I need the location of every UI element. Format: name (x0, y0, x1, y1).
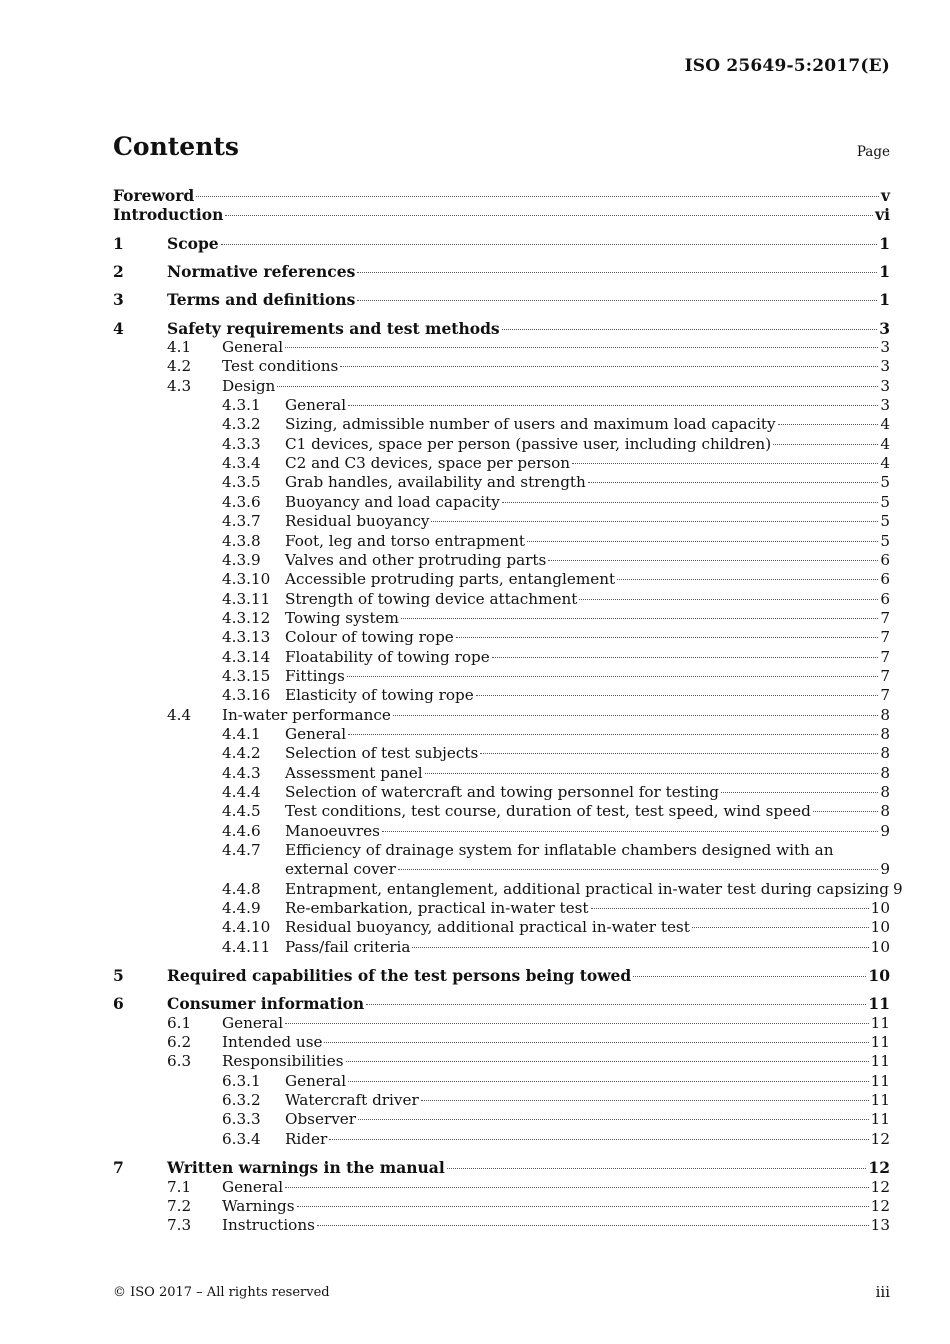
toc-entry-page: 1 (879, 290, 890, 310)
dot-leader (196, 196, 879, 197)
toc-entry[interactable] (113, 234, 890, 253)
toc-entry-number: 4.3.8 (222, 531, 261, 550)
toc-entry[interactable] (113, 377, 890, 396)
toc-entry-page: 8 (880, 763, 890, 782)
toc-entry-page: 9 (880, 860, 890, 879)
dot-leader (285, 1023, 869, 1024)
toc-entry-page: 5 (880, 531, 890, 550)
dot-leader (431, 521, 878, 522)
toc-entry-number: 4.3.10 (222, 570, 271, 589)
toc-entry[interactable] (113, 205, 890, 224)
toc-entry-title: Foot, leg and torso entrapment (285, 531, 525, 550)
toc-entry[interactable] (113, 899, 890, 918)
toc-entry-page: 8 (880, 724, 890, 743)
dot-leader (225, 215, 873, 216)
toc-entry-title: external cover (285, 860, 396, 879)
page-column-label: Page (856, 144, 890, 160)
toc-entry-number: 3 (113, 290, 124, 310)
toc-entry-title: General (285, 1071, 347, 1090)
toc-entry[interactable] (113, 319, 890, 338)
toc-entry-number: 4.3 (167, 376, 192, 395)
toc-entry-number: 7.1 (167, 1177, 192, 1196)
toc-entry-title: Safety requirements and test methods (167, 318, 500, 338)
toc-entry[interactable] (113, 764, 890, 783)
toc-entry-page: 12 (868, 1158, 890, 1178)
page-number: iii (875, 1283, 890, 1301)
toc-entry[interactable] (113, 473, 890, 492)
toc-entry[interactable] (113, 860, 890, 879)
toc-entry-title: Rider (285, 1129, 328, 1148)
toc-entry[interactable] (113, 1091, 890, 1110)
toc-entry[interactable] (113, 1033, 890, 1052)
toc-entry-title: Selection of watercraft and towing personnel for testing (285, 782, 719, 801)
dot-leader (633, 976, 866, 977)
toc-entry[interactable] (113, 667, 890, 686)
toc-entry-page: 5 (880, 512, 890, 531)
dot-leader (527, 541, 878, 542)
dot-leader (366, 1004, 866, 1005)
toc-entry-number: 4.4.3 (222, 763, 261, 782)
toc-entry[interactable] (113, 994, 890, 1013)
toc-entry-page: 1 (879, 233, 890, 253)
toc-entry-page: 3 (880, 338, 890, 357)
toc-entry-number: 4.3.5 (222, 473, 261, 492)
toc-entry-number: 4.3.7 (222, 512, 261, 531)
toc-entry[interactable] (113, 590, 890, 609)
toc-entry[interactable] (113, 357, 890, 376)
toc-entry-page: 11 (870, 1033, 890, 1052)
toc-entry-page: 7 (880, 628, 890, 647)
toc-entry-page: 12 (870, 1129, 890, 1148)
toc-entry[interactable] (113, 725, 890, 744)
dot-leader (548, 560, 878, 561)
toc-entry[interactable] (113, 841, 890, 860)
toc-entry-number: 6.3.2 (222, 1091, 261, 1110)
toc-entry-title: Design (222, 376, 276, 395)
toc-entry[interactable] (113, 648, 890, 667)
toc-entry-title: Consumer information (167, 994, 365, 1014)
toc-entry-number: 4.4.10 (222, 918, 271, 937)
toc-entry-page: 11 (870, 1013, 890, 1032)
toc-entry-title: Test conditions (222, 357, 339, 376)
toc-entry[interactable] (113, 570, 890, 589)
toc-entry-number: 4.3.15 (222, 666, 271, 685)
toc-entry[interactable] (113, 1216, 890, 1235)
dot-leader (401, 618, 878, 619)
toc-entry-number: 6.3 (167, 1052, 192, 1071)
toc-entry-title: Grab handles, availability and strength (285, 473, 586, 492)
dot-leader (358, 1119, 869, 1120)
toc-entry-page: 6 (880, 589, 890, 608)
toc-entry-title: Buoyancy and load capacity (285, 492, 500, 511)
dot-leader (421, 1100, 869, 1101)
toc-entry-title: Watercraft driver (285, 1091, 419, 1110)
toc-entry-title: Selection of test subjects (285, 744, 479, 763)
toc-entry-number: 4.3.12 (222, 608, 271, 627)
toc-entry-number: 4.4.1 (222, 724, 261, 743)
dot-leader (412, 947, 868, 948)
toc-entry-title: Re-embarkation, practical in-water test (285, 899, 589, 918)
dot-leader (357, 300, 877, 301)
dot-leader (502, 502, 879, 503)
toc-entry-title: Valves and other protruding parts (285, 550, 547, 569)
toc-entry[interactable] (113, 609, 890, 628)
toc-entry[interactable] (113, 512, 890, 531)
toc-entry[interactable] (113, 938, 890, 957)
toc-entry-number: 7 (113, 1158, 124, 1178)
toc-entry-number: 4.3.14 (222, 647, 271, 666)
toc-entry[interactable] (113, 1014, 890, 1033)
toc-entry[interactable] (113, 1110, 890, 1129)
dot-leader (425, 773, 879, 774)
dot-leader (357, 272, 877, 273)
toc-entry-page: 10 (870, 899, 890, 918)
toc-entry-page: 12 (870, 1196, 890, 1215)
toc-entry-title: Normative references (167, 262, 356, 282)
toc-entry-number: 4.3.3 (222, 434, 261, 453)
toc-entry-page: 8 (880, 802, 890, 821)
toc-entry[interactable] (113, 186, 890, 205)
toc-entry-page: 4 (880, 415, 890, 434)
toc-entry[interactable] (113, 435, 890, 454)
toc-entry-number: 4.3.1 (222, 396, 261, 415)
toc-entry-page: 9 (892, 879, 903, 898)
toc-entry[interactable] (113, 1178, 890, 1197)
toc-entry-title: Sizing, admissible number of users and maximum load capacity (285, 415, 776, 434)
dot-leader (572, 463, 878, 464)
toc-entry-title: Residual buoyancy (285, 512, 430, 531)
toc-entry-page: 5 (880, 492, 890, 511)
toc-entry-number: 6.3.1 (222, 1071, 261, 1090)
toc-entry-title: Foreword (113, 186, 195, 205)
toc-entry-title: General (285, 724, 347, 743)
toc-entry-title: General (222, 338, 284, 357)
toc-entry-number: 4.3.16 (222, 686, 271, 705)
toc-entry[interactable] (113, 744, 890, 763)
toc-entry-page: 10 (868, 966, 890, 986)
toc-entry-title: Instructions (222, 1216, 315, 1235)
toc-entry-page: 12 (870, 1177, 890, 1196)
toc-entry-title: Efficiency of drainage system for inflatable chambers designed with an (285, 841, 834, 859)
toc-entry-number: 4.3.6 (222, 492, 261, 511)
toc-entry-number: 6.3.4 (222, 1129, 261, 1148)
toc-entry-number: 6.2 (167, 1033, 192, 1052)
toc-entry-page: vi (875, 205, 890, 225)
toc-entry-title: Assessment panel (285, 763, 423, 782)
toc-entry[interactable] (113, 338, 890, 357)
toc-entry-title: Responsibilities (222, 1052, 344, 1071)
dot-leader (579, 599, 878, 600)
toc-entry-number: 4.3.9 (222, 550, 261, 569)
toc-entry[interactable] (113, 1072, 890, 1091)
toc-entry-page: 8 (880, 744, 890, 763)
toc-entry[interactable] (113, 966, 890, 985)
dot-leader (480, 753, 878, 754)
toc-entry-number: 4.4.7 (222, 841, 261, 859)
toc-entry[interactable] (113, 686, 890, 705)
toc-entry-title: Intended use (222, 1033, 323, 1052)
table-of-contents (113, 186, 903, 1236)
dot-leader (324, 1042, 868, 1043)
toc-entry-number: 4.4.5 (222, 802, 261, 821)
dot-leader (348, 1081, 869, 1082)
toc-entry-number: 4.4.6 (222, 821, 261, 840)
dot-leader (346, 1061, 869, 1062)
toc-entry-page: 4 (880, 454, 890, 473)
dot-leader (588, 482, 879, 483)
toc-entry-page: 11 (870, 1071, 890, 1090)
toc-entry[interactable] (113, 1197, 890, 1216)
toc-entry-title: Terms and definitions (167, 290, 356, 310)
toc-entry[interactable] (113, 783, 890, 802)
toc-entry-title: Floatability of towing rope (285, 647, 490, 666)
toc-entry[interactable] (113, 396, 890, 415)
toc-entry-title: Manoeuvres (285, 821, 380, 840)
toc-entry-number: 4.4 (167, 705, 192, 724)
toc-entry-number: 4.2 (167, 357, 192, 376)
dot-leader (476, 695, 879, 696)
toc-entry-page: 7 (880, 647, 890, 666)
toc-entry-number: 2 (113, 262, 124, 282)
page-title: Contents (113, 132, 240, 161)
toc-entry-title: Warnings (222, 1196, 295, 1215)
dot-leader (398, 869, 878, 870)
toc-entry-title: General (222, 1177, 284, 1196)
toc-entry-number: 4.4.4 (222, 782, 261, 801)
toc-entry-page: 8 (880, 705, 890, 724)
toc-entry-title: C1 devices, space per person (passive user, including children) (285, 434, 772, 453)
toc-entry-page: 3 (880, 357, 890, 376)
dot-leader (778, 424, 879, 425)
dot-leader (382, 831, 878, 832)
toc-entry[interactable] (113, 918, 890, 937)
toc-entry-number: 4.3.13 (222, 628, 271, 647)
toc-entry-number: 4.3.2 (222, 415, 261, 434)
toc-entry[interactable] (113, 262, 890, 281)
toc-entry-page: 1 (879, 262, 890, 282)
dot-leader (813, 811, 879, 812)
toc-entry-page: 8 (880, 782, 890, 801)
toc-entry-title: Residual buoyancy, additional practical in-water test (285, 918, 690, 937)
toc-entry-page: 6 (880, 570, 890, 589)
toc-entry[interactable] (113, 532, 890, 551)
dot-leader (348, 405, 878, 406)
dot-leader (721, 792, 878, 793)
toc-entry[interactable] (113, 879, 903, 899)
toc-entry-number: 4.4.11 (222, 937, 271, 956)
toc-entry-page: 11 (870, 1110, 890, 1129)
toc-entry-page: v (880, 186, 890, 205)
toc-entry-number: 7.2 (167, 1196, 192, 1215)
toc-entry-number: 4.3.11 (222, 589, 271, 608)
dot-leader (502, 329, 878, 330)
dot-leader (347, 676, 879, 677)
toc-entry-title: In-water performance (222, 705, 391, 724)
toc-entry-page: 4 (880, 434, 890, 453)
toc-entry[interactable] (113, 1130, 890, 1149)
dot-leader (456, 637, 879, 638)
toc-entry-number: 4 (113, 318, 124, 338)
toc-entry-title: Test conditions, test course, duration of test, test speed, wind speed (285, 802, 811, 821)
toc-entry-page: 10 (870, 918, 890, 937)
toc-entry-number: 6.1 (167, 1013, 192, 1032)
toc-entry-title: Elasticity of towing rope (285, 686, 474, 705)
toc-entry-title: Towing system (285, 608, 399, 627)
toc-entry-number: 4.1 (167, 338, 192, 357)
toc-entry-number: 4.4.9 (222, 899, 261, 918)
dot-leader (285, 347, 878, 348)
toc-entry-title: Required capabilities of the test persons being towed (167, 966, 632, 986)
toc-entry-title: General (222, 1013, 284, 1032)
dot-leader (340, 366, 878, 367)
dot-leader (285, 1187, 869, 1188)
toc-entry-title: Fittings (285, 666, 345, 685)
toc-entry-page: 11 (868, 994, 890, 1014)
dot-leader (297, 1206, 869, 1207)
toc-entry-page: 9 (880, 821, 890, 840)
dot-leader (692, 927, 869, 928)
toc-entry-page: 3 (880, 396, 890, 415)
toc-entry-page: 13 (870, 1216, 890, 1235)
toc-entry-title: Colour of towing rope (285, 628, 454, 647)
toc-entry-title: Strength of towing device attachment (285, 589, 578, 608)
toc-entry[interactable] (113, 1158, 890, 1177)
toc-entry[interactable] (113, 706, 890, 725)
toc-entry-page: 6 (880, 550, 890, 569)
toc-entry-page: 10 (870, 937, 890, 956)
toc-entry-title: Introduction (113, 205, 224, 225)
toc-entry[interactable] (113, 290, 890, 309)
dot-leader (221, 244, 878, 245)
toc-entry[interactable] (113, 802, 890, 821)
toc-entry-page: 3 (879, 318, 890, 338)
toc-entry[interactable] (113, 493, 890, 512)
dot-leader (447, 1168, 867, 1169)
toc-entry-title: Observer (285, 1110, 357, 1129)
toc-entry-number: 6.3.3 (222, 1110, 261, 1129)
toc-entry-number: 4.4.8 (222, 879, 261, 898)
toc-entry-title: Scope (167, 233, 219, 253)
copyright-notice: © ISO 2017 – All rights reserved (113, 1285, 330, 1300)
toc-entry-page: 11 (870, 1052, 890, 1071)
toc-entry-number: 1 (113, 233, 124, 253)
toc-entry-title: Entrapment, entanglement, additional practical in-water test during capsizing (285, 879, 889, 898)
toc-entry[interactable] (113, 1052, 890, 1071)
toc-entry-page: 11 (870, 1091, 890, 1110)
dot-leader (329, 1139, 868, 1140)
toc-entry[interactable] (113, 551, 890, 570)
toc-entry-page: 5 (880, 473, 890, 492)
toc-entry-title: Written warnings in the manual (167, 1158, 445, 1178)
toc-entry-page: 7 (880, 608, 890, 627)
toc-entry-number: 6 (113, 994, 124, 1014)
toc-entry-page: 7 (880, 686, 890, 705)
toc-entry-number: 4.4.2 (222, 744, 261, 763)
toc-entry[interactable] (113, 822, 890, 841)
toc-entry-title: Accessible protruding parts, entanglement (285, 570, 616, 589)
toc-entry[interactable] (113, 454, 890, 473)
toc-entry-number: 4.3.4 (222, 454, 261, 473)
dot-leader (277, 386, 878, 387)
toc-entry-page: 3 (880, 376, 890, 395)
toc-entry-page: 7 (880, 666, 890, 685)
dot-leader (393, 715, 878, 716)
toc-entry-number: 5 (113, 966, 124, 986)
dot-leader (773, 444, 878, 445)
toc-entry[interactable] (113, 628, 890, 647)
toc-entry-title: General (285, 396, 347, 415)
dot-leader (317, 1225, 869, 1226)
toc-entry-number: 7.3 (167, 1216, 192, 1235)
toc-entry-title: C2 and C3 devices, space per person (285, 454, 571, 473)
dot-leader (617, 579, 878, 580)
dot-leader (591, 908, 869, 909)
toc-entry-title: Pass/fail criteria (285, 937, 411, 956)
toc-entry[interactable] (113, 415, 890, 434)
dot-leader (348, 734, 878, 735)
dot-leader (492, 657, 879, 658)
document-id: ISO 25649-5:2017(E) (684, 56, 890, 76)
